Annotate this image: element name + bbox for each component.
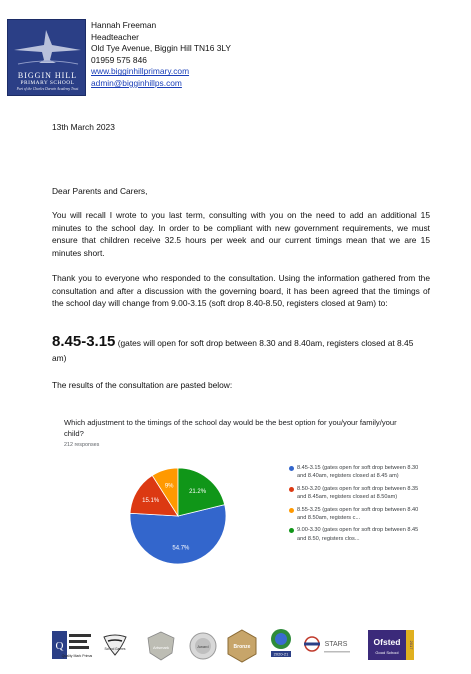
school-logo <box>7 19 86 96</box>
bronze-text: Bronze <box>233 644 251 650</box>
ofsted-subtext: Good School <box>375 650 399 655</box>
legend-item <box>289 526 424 542</box>
artsmark-badge <box>146 631 176 661</box>
new-timing-detail: (gates will open for soft drop between 8.30 and 8.40am, registers closed at 8.45 am) <box>52 338 414 363</box>
logo-motto: Part of the Charles Darwin Academy Trust <box>16 87 79 91</box>
headteacher-name: Hannah Freeman <box>91 20 157 30</box>
new-timing-time: 8.45-3.15 <box>52 333 116 350</box>
ofsted-year: 2017 <box>409 640 414 650</box>
chart-response-count: 212 responses <box>64 442 100 448</box>
chart-legend <box>289 464 424 547</box>
pie-chart <box>128 466 228 566</box>
stars-text: STARS <box>324 641 348 648</box>
spitfire-emblem-icon <box>8 20 86 72</box>
ofsted-text: Ofsted <box>373 637 401 647</box>
new-timing <box>52 334 430 366</box>
paragraph-consultation: You will recall I wrote to you last term, consulting with you on the need to add an additional 15 minutes to the school day. In order to be compliant with new government requirements, we must ensure that children receive 32.5 hours per week and our current timings mean that we are 15 minutes short. <box>52 210 430 258</box>
stem-year: 2020-21 <box>273 651 289 657</box>
school-phone: 01959 575 846 <box>91 54 147 65</box>
website-link[interactable]: www.bigginhillprimary.com <box>91 66 190 77</box>
legend-dot-icon <box>289 466 294 471</box>
logo-name-line2: PRIMARY SCHOOL <box>20 80 75 86</box>
legend-item <box>289 506 424 522</box>
pie-slice-label: 9% <box>164 483 174 490</box>
pie-slice-label: 54.7% <box>172 545 190 552</box>
quality-mark-text: Quality Mark Primary <box>61 654 92 658</box>
pie-slice-label: 21.2% <box>189 489 207 496</box>
legend-label: 8.45-3.15 (gates open for soft drop between 8.30 and 8.40am, registers closed at 8.45 am) <box>297 465 419 480</box>
parenting-award-badge <box>188 631 218 661</box>
logo-name-line1: BIGGIN HILL <box>17 71 78 80</box>
legend-label: 9.00-3.30 (gates open for soft drop between 8.45 and 8.50, registers clos... <box>297 527 419 542</box>
letterhead-contact <box>91 20 231 90</box>
parenting-award-text: Award <box>197 644 209 649</box>
svg-text:Q: Q <box>55 640 64 652</box>
paragraph-outcome: Thank you to everyone who responded to the consultation. Using the information gathered from the consultation and after a discussion with the governing board, it has been agreed that the timings of the school day will change from 9.00-3.15 (soft drop 8.40-8.50, registers closed at 9am) to: <box>52 273 430 309</box>
pie-slice-label: 15.1% <box>142 497 160 504</box>
accreditation-badges <box>0 625 471 665</box>
stem-badge <box>268 627 294 661</box>
quality-mark-badge <box>52 631 92 659</box>
consultation-chart <box>56 408 426 588</box>
eco-schools-bronze-badge <box>226 629 258 663</box>
letter-date: 13th March 2023 <box>52 122 115 132</box>
results-intro: The results of the consultation are pasted below: <box>52 380 233 390</box>
email-link[interactable]: admin@bigginhillps.com <box>91 77 182 88</box>
legend-dot-icon <box>289 487 294 492</box>
legend-item <box>289 485 424 501</box>
legend-dot-icon <box>289 528 294 533</box>
ofsted-badge <box>368 630 414 660</box>
artsmark-text: Artsmark <box>153 645 169 650</box>
legend-label: 8.50-3.20 (gates open for soft drop between 8.35 and 8.45am, registers closed at 8.50am) <box>297 485 419 500</box>
legend-dot-icon <box>289 508 294 513</box>
chart-title: Which adjustment to the timings of the school day would be the best option for you/your family/your child? <box>64 418 397 438</box>
legend-item <box>289 464 424 480</box>
school-address: Old Tye Avenue, Biggin Hill TN16 3LY <box>91 43 231 54</box>
school-games-badge <box>100 633 130 657</box>
legend-label: 8.55-3.25 (gates open for soft drop between 8.40 and 8.50am, registers c... <box>297 506 419 521</box>
headteacher-role: Headteacher <box>91 31 139 42</box>
school-games-text: School Games <box>104 647 126 651</box>
stars-badge <box>302 633 354 659</box>
greeting: Dear Parents and Carers, <box>52 186 148 196</box>
